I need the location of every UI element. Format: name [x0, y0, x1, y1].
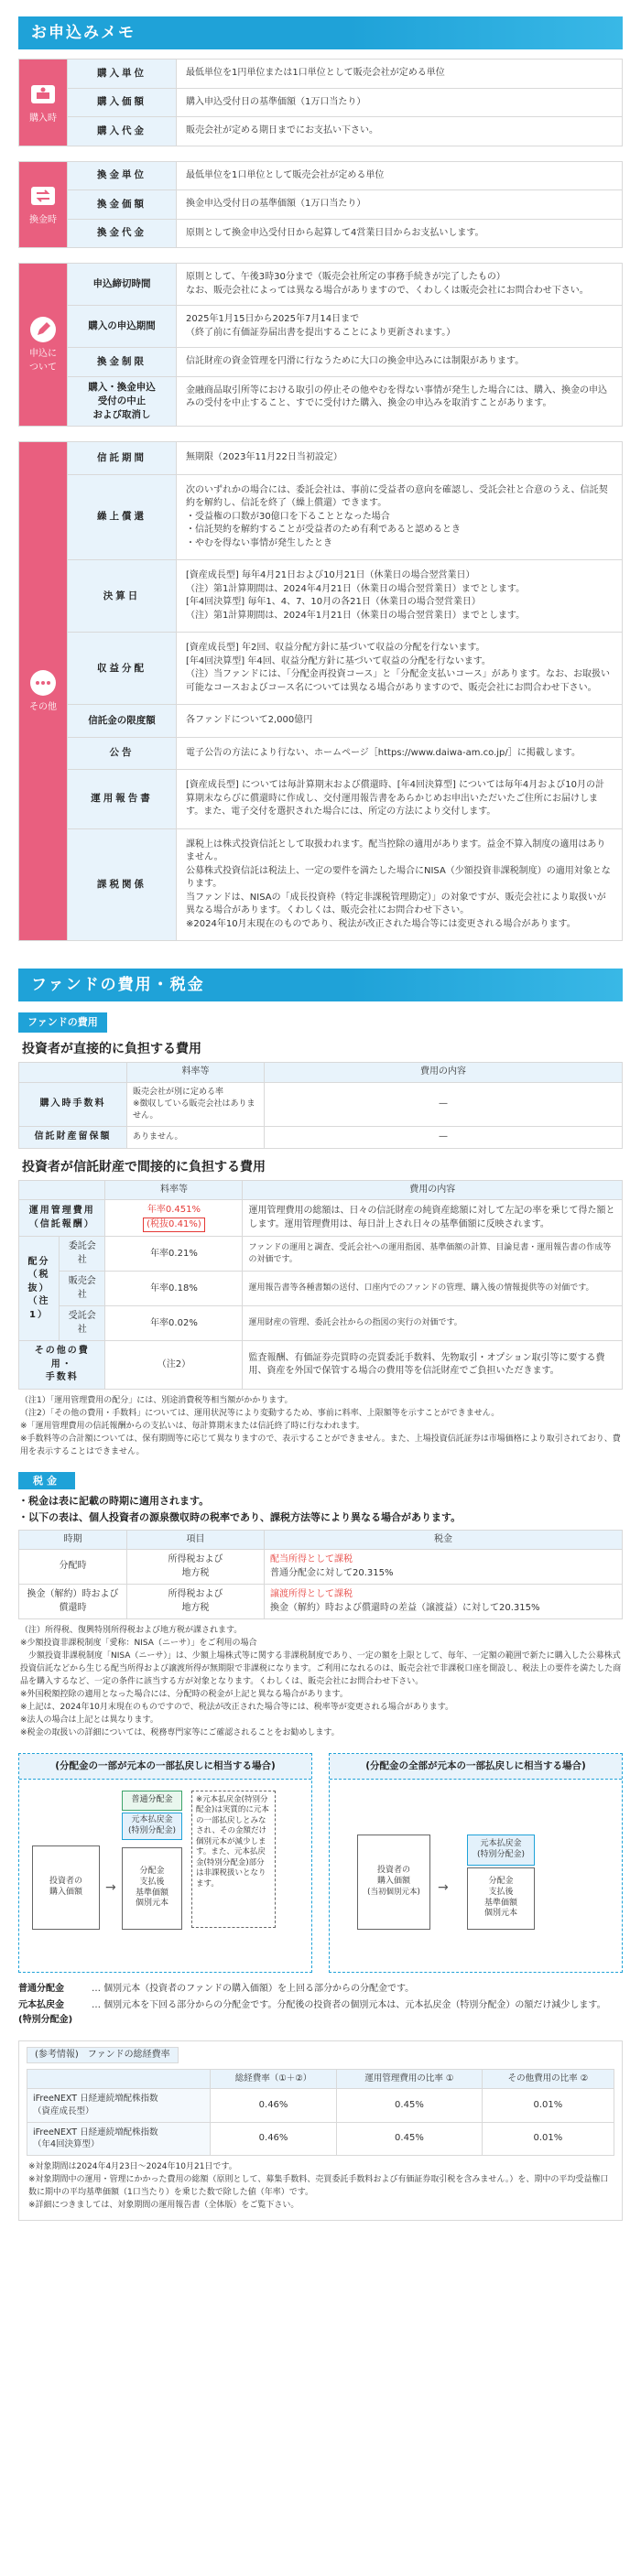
diagram-right-refund-dist: 元本払戻金 (特別分配金)	[467, 1835, 535, 1866]
direct-row	[19, 1082, 623, 1126]
memo-side-label-other: その他	[29, 701, 57, 712]
memo-row	[68, 704, 622, 737]
memo-row	[68, 632, 622, 704]
tax-row	[19, 1550, 623, 1585]
split-row	[19, 1306, 623, 1341]
split-label: 配分 （税抜） （注1）	[19, 1237, 60, 1341]
def-normal-text: … 個別元本（投資者のファンドの購入価額）を上回る部分からの分配金です。	[92, 1983, 415, 1994]
memo-rows-sell	[67, 162, 622, 248]
memo-title-bar	[18, 16, 623, 49]
ref-header-2: 運用管理費用の比率 ①	[337, 2070, 483, 2089]
memo-row-label: 決算日	[68, 560, 176, 632]
memo-row	[68, 347, 622, 376]
memo-row-value: 信託財産の資金管理を円滑に行なうために大口の換金申込みには制限があります。	[176, 348, 622, 376]
memo-side-label-sell: 換金時	[29, 215, 57, 225]
tax-tab: 税金	[18, 1472, 75, 1490]
diagram-left	[18, 1753, 312, 1973]
memo-side-label-apply: 申込に ついて	[29, 349, 57, 373]
diagram-right-base: 基準価額	[483, 1898, 517, 1908]
direct-header-rate: 料率等	[127, 1063, 265, 1083]
def-refund-term: 元本払戻金 (特別分配金)	[18, 1999, 73, 2025]
diagram-right	[329, 1753, 623, 1973]
tax-row	[19, 1585, 623, 1619]
split-rate: 年率0.18%	[105, 1272, 243, 1306]
memo-row	[68, 88, 622, 117]
other-fee-content: 監査報酬、有価証券売買時の売買委託手数料、先物取引・オプション取引等に要する費用、資産を外国で保管する場合の費用等を信託財産でご負担いただきます。	[243, 1341, 623, 1390]
memo-row-label: 換金制限	[68, 348, 176, 376]
memo-rows-other	[67, 442, 622, 940]
diagram-left-refund-dist: 元本払戻金 (特別分配金)	[122, 1813, 182, 1840]
fees-tab: ファンドの費用	[18, 1012, 107, 1033]
memo-row-value: 次のいずれかの場合には、委託会社は、事前に受益者の意向を確認し、受託会社と合意のうえ、信託契約を解約し、信託を終了（繰上償還）できます。 ・受益権の口数が30億口を下ることとなった場合 ・信託契約を解約することが受益者のため有利であると認めるとき ・やむを得ない事情が発生したとき	[176, 475, 622, 560]
memo-row	[68, 474, 622, 560]
distribution-diagram	[18, 1753, 623, 1973]
memo-row-value: 原則として換金申込受付日から起算して4営業日目からお支払いします。	[176, 220, 622, 248]
memo-row-label: 課税関係	[68, 829, 176, 941]
split-content: 運用財産の管理、委託会社からの指図の実行の対価です。	[243, 1306, 623, 1341]
ref-row	[27, 2122, 614, 2156]
memo-block-sell	[18, 161, 623, 249]
def-normal-term: 普通分配金	[18, 1983, 64, 1994]
direct-row-content: —	[265, 1082, 623, 1126]
memo-row	[68, 162, 622, 190]
ref-mgmt: 0.45%	[337, 2122, 483, 2156]
memo-row-label: 信託金の限度額	[68, 705, 176, 737]
diagram-left-after: 分配金 支払後	[139, 1867, 165, 1888]
split-row	[19, 1272, 623, 1306]
memo-row-label: 購入・換金申込 受付の中止 および取消し	[68, 377, 176, 427]
split-who: 販売会社	[60, 1272, 105, 1306]
direct-row	[19, 1127, 623, 1149]
indirect-header-content: 費用の内容	[243, 1180, 623, 1200]
ref-header-0	[27, 2070, 211, 2089]
diagram-left-callout: ※元本払戻金(特別分配金)は実質的に元本の一部払戻しとみなされ、その金額だけ個別元本が減少します。また、元本払戻金(特別分配金)部分は非課税扱いとなります。	[191, 1791, 276, 1928]
memo-block-apply	[18, 263, 623, 427]
fee-notes: （注1）「運用管理費用の配分」には、別途消費税等相当額がかかります。 （注2）「その他の費用・手数料」については、運用状況等により変動するため、事前に料率、上限額等を示すことができません。 ※「運用管理費用の信託報酬からの支払いは、毎計算期末または信託終了時に行なわれます。 ※手数料等の合計額については、保有期間等に応じて異なりますので、表示することができません。また、上場投資信託証券は市場価格により取引されており、費用を表示することはできません。	[20, 1395, 621, 1456]
tax-rate: 普通分配金に対して20.315%	[270, 1567, 394, 1578]
memo-row	[68, 219, 622, 248]
tax-header-tax: 税金	[265, 1530, 623, 1550]
ref-total: 0.46%	[211, 2089, 337, 2123]
tax-header-when: 時期	[19, 1530, 127, 1550]
memo-row-value: 原則として、午後3時30分まで（販売会社所定の事務手続きが完了したもの） なお、販売会社によっては異なる場合がありますので、くわしくは販売会社にお問合わせ下さい。	[176, 264, 622, 305]
memo-rows-buy	[67, 60, 622, 146]
memo-row	[68, 442, 622, 474]
memo-row-label: 繰上償還	[68, 475, 176, 560]
diagram-left-arrow: →	[105, 1879, 116, 1895]
other-fee-rate: （注2）	[105, 1341, 243, 1390]
diagram-right-investor-price: 投資者の 購入価額	[376, 1866, 410, 1887]
memo-row-label: 換金単位	[68, 162, 176, 190]
memo-row	[68, 376, 622, 427]
split-who: 受託会社	[60, 1306, 105, 1341]
memo-row-label: 信託期間	[68, 442, 176, 474]
mgmt-fee-rate-net: (税抜0.41%)	[143, 1218, 205, 1233]
ref-header-1: 総経費率（①＋②）	[211, 2070, 337, 2089]
memo-row-label: 申込締切時間	[68, 264, 176, 305]
ref-other: 0.01%	[482, 2122, 614, 2156]
memo-row-value: 最低単位を1円単位または1口単位として販売会社が定める単位	[176, 60, 622, 88]
tax-table	[18, 1530, 623, 1620]
direct-row-label: 購入時手数料	[19, 1082, 127, 1126]
diagram-left-base: 基準価額	[135, 1888, 168, 1898]
memo-side-sell	[19, 162, 67, 248]
memo-row-label: 収益分配	[68, 633, 176, 704]
ref-tag: (参考情報) ファンドの総経費率	[27, 2047, 179, 2064]
ref-fund-name: iFreeNEXT 日経連続増配株指数 （資産成長型）	[27, 2089, 211, 2123]
ref-mgmt: 0.45%	[337, 2089, 483, 2123]
memo-row-value: 金融商品取引所等における取引の停止その他やむを得ない事情が発生した場合には、購入、換金の申込みの受付を中止すること、すでに受付けた購入、換金の申込みを取消すことがあります。	[176, 377, 622, 427]
direct-row-label: 信託財産留保額	[19, 1127, 127, 1149]
fees-title-bar	[18, 969, 623, 1001]
memo-row	[68, 305, 622, 347]
memo-row	[68, 737, 622, 770]
memo-blocks	[18, 59, 623, 941]
tax-header-item: 項目	[127, 1530, 265, 1550]
memo-row-value: 購入申込受付日の基準価額（1万口当たり）	[176, 89, 622, 117]
memo-side-apply	[19, 264, 67, 426]
tax-type: 譲渡所得として課税	[270, 1589, 353, 1600]
mgmt-fee-label: 運用管理費用 （信託報酬）	[19, 1200, 105, 1237]
mgmt-fee-rate: 年率0.451%	[147, 1205, 201, 1216]
tax-notes: （注）所得税、復興特別所得税および地方税が課されます。 ※少額投資非課税制度「愛称：NISA（ニーサ）」をご利用の場合 少額投資非課税制度「NISA（ニーサ）」は、少額上場株式等に関する非課税制度であり、一定の額を上限として、毎年、一定額の範囲で新たに購入した公募株式投資信託などから生じる配当所得および譲渡所得が無期限で非課税になります。ご利用になれるのは、販売会社で非課税口座を開設し、税法上の要件を満たした商品を購入するなど、一定の条件に該当する方が対象となります。くわしくは、販売会社にお問合わせ下さい。 ※外国税額控除の適用となった場合には、分配時の税金が上記と異なる場合があります。 ※上記は、2024年10月末現在のものですので、税法が改正された場合等には、税率等が変更される場合があります。 ※法人の場合は上記とは異なります。 ※税金の取扱いの詳細については、税務専門家等にご確認されることをお勧めします。	[20, 1626, 622, 1737]
memo-row-value: 2025年1月15日から2025年7月14日まで （終了前に有価証券届出書を提出することにより更新されます。）	[176, 306, 622, 347]
split-who: 委託会社	[60, 1237, 105, 1272]
memo-row	[68, 264, 622, 305]
tax-bullets: ・税金は表に記載の時期に適用されます。 ・以下の表は、個人投資者の源泉徴収時の税率であり、課税方法等により異なる場合があります。	[18, 1495, 462, 1524]
split-content: 運用報告書等各種書類の送付、口座内でのファンドの管理、購入後の情報提供等の対価です。	[243, 1272, 623, 1306]
memo-row	[68, 116, 622, 146]
ref-total: 0.46%	[211, 2122, 337, 2156]
split-row	[19, 1237, 623, 1272]
memo-block-buy	[18, 59, 623, 146]
memo-title: お申込みメモ	[31, 23, 136, 42]
memo-row-value: 電子公告の方法により行ない、ホームページ［https://www.daiwa-am.co.jp/］に掲載します。	[176, 738, 622, 770]
diagram-right-arrow: →	[438, 1879, 449, 1895]
memo-row	[68, 769, 622, 828]
diagram-right-title: (分配金の全部が元本の一部払戻しに相当する場合)	[330, 1754, 622, 1780]
memo-row-label: 購入単位	[68, 60, 176, 88]
pen-icon	[28, 315, 58, 344]
diagram-right-after: 分配金 支払後	[488, 1877, 514, 1898]
memo-row	[68, 559, 622, 632]
ref-notes: ※対象期間は2024年4月23日〜2024年10月21日です。 ※対象期間中の運用・管理にかかった費用の総額（原則として、募集手数料、売買委託手数料および有価証券取引税を含みません。）を、期中の平均受益権口数に期中の平均基準価額（1口当たり）を乗じた数で除した値（年率）です。 ※詳細につきましては、対象期間の運用報告書（全体版）をご覧下さい。	[28, 2162, 609, 2210]
direct-row-rate: 販売会社が別に定める率 ※徴収している販売会社はありません。	[127, 1082, 265, 1126]
memo-row-value: 無期限（2023年11月22日当初設定）	[176, 442, 622, 474]
memo-row-value: 各ファンドについて2,000億円	[176, 705, 622, 737]
memo-row-value: [資産成長型] については毎計算期末および償還時、[年4回決算型] については毎年4月および10月の計算期末ならびに償還時に作成し、交付運用報告書をあらかじめお申出いただいたご住所にお届けします。また、電子交付を選択された場合には、所定の方法により交付します。	[176, 770, 622, 828]
direct-header-content: 費用の内容	[265, 1063, 623, 1083]
ref-header-3: その他費用の比率 ②	[482, 2070, 614, 2089]
diagram-left-normal-dist: 普通分配金	[122, 1791, 182, 1811]
memo-block-other	[18, 441, 623, 941]
fees-title: ファンドの費用・税金	[31, 975, 205, 994]
def-refund-text: … 個別元本を下回る部分からの分配金です。分配後の投資者の個別元本は、元本払戻金（特別分配金）の額だけ減少します。	[92, 1999, 606, 2010]
tax-when: 分配時	[19, 1550, 127, 1585]
indirect-header-rate: 料率等	[105, 1180, 243, 1200]
split-rate: 年率0.02%	[105, 1306, 243, 1341]
diagram-right-indiv: 個別元本	[483, 1909, 517, 1919]
tax-type: 配当所得として課税	[270, 1554, 353, 1565]
tax-detail	[265, 1585, 623, 1619]
diagram-left-indiv: 個別元本	[135, 1899, 168, 1909]
memo-row-label: 換金価額	[68, 190, 176, 219]
direct-cost-table	[18, 1062, 623, 1148]
tax-detail	[265, 1550, 623, 1585]
indirect-cost-title: 投資者が信託財産で間接的に負担する費用	[22, 1159, 266, 1174]
memo-row-value: [資産成長型] 年2回、収益分配方針に基づいて収益の分配を行ないます。 [年4回決算型] 年4回、収益分配方針に基づいて収益の分配を行ないます。 （注）当ファンドには、「分配金再投資コース」と「分配金支払いコース」があります。なお、お取扱い可能なコースおよびコース名については異なる場合がありますので、販売会社にお問合わせ下さい。	[176, 633, 622, 704]
indirect-cost-table	[18, 1180, 623, 1390]
mgmt-fee-content: 運用管理費用の総額は、日々の信託財産の純資産総額に対して左記の率を乗じて得た額とします。運用管理費用は、毎日計上され日々の基準価額に反映されます。	[243, 1200, 623, 1237]
split-rate: 年率0.21%	[105, 1237, 243, 1272]
ref-other: 0.01%	[482, 2089, 614, 2123]
ref-fund-name: iFreeNEXT 日経連続増配株指数 （年4回決算型）	[27, 2122, 211, 2156]
memo-row-value: [資産成長型] 毎年4月21日および10月21日（休業日の場合翌営業日） （注）第1計算期間は、2024年4月21日（休業日の場合翌営業日）までとします。 [年4回決算型] 毎年1、4、7、10月の各21日（休業日の場合翌営業日） （注）第1計算期間は、2024年1月21日（休業日の場合翌営業日）までとします。	[176, 560, 622, 632]
memo-row-value: 最低単位を1口単位として販売会社が定める単位	[176, 162, 622, 190]
memo-row	[68, 60, 622, 88]
memo-side-buy	[19, 60, 67, 146]
diagram-left-investor-price: 投資者の 購入価額	[32, 1845, 100, 1930]
memo-side-other	[19, 442, 67, 940]
memo-row-label: 公告	[68, 738, 176, 770]
memo-side-label-buy: 購入時	[29, 113, 57, 124]
indirect-header-blank	[19, 1180, 105, 1200]
tax-when: 換金（解約）時および 償還時	[19, 1585, 127, 1619]
memo-row-label: 購入価額	[68, 89, 176, 117]
direct-row-content: —	[265, 1127, 623, 1149]
distribution-definitions	[18, 1982, 623, 2028]
ref-table	[27, 2069, 614, 2156]
exchange-icon	[28, 181, 58, 211]
memo-row-value: 換金申込受付日の基準価額（1万口当たり）	[176, 190, 622, 219]
info-icon	[28, 668, 58, 698]
diagram-right-investor-sub: (当初個別元本)	[367, 1887, 420, 1897]
direct-header-blank	[19, 1063, 127, 1083]
memo-row-value: 販売会社が定める期日までにお支払い下さい。	[176, 117, 622, 146]
diagram-left-title: (分配金の一部が元本の一部払戻しに相当する場合)	[19, 1754, 311, 1780]
ref-row	[27, 2089, 614, 2123]
memo-rows-apply	[67, 264, 622, 426]
ref-expense-ratio	[18, 2040, 623, 2221]
direct-cost-title: 投資者が直接的に負担する費用	[22, 1042, 201, 1057]
memo-row	[68, 828, 622, 941]
memo-row-label: 運用報告書	[68, 770, 176, 828]
tax-rate: 換金（解約）時および償還時の差益（譲渡益）に対して20.315%	[270, 1602, 540, 1613]
memo-row-label: 換金代金	[68, 220, 176, 248]
memo-row-label: 購入の申込期間	[68, 306, 176, 347]
other-fee-label: その他の費用・ 手数料	[19, 1341, 105, 1390]
direct-row-rate: ありません。	[127, 1127, 265, 1149]
tax-item: 所得税および 地方税	[127, 1585, 265, 1619]
memo-row-value: 課税上は株式投資信託として取扱われます。配当控除の適用があります。益金不算入制度の適用はありません。 公募株式投資信託は税法上、一定の要件を満たした場合にNISA（少額投資非課税制度）の適用対象となります。 当ファンドは、NISAの「成長投資枠（特定非課税管理勘定）」の対象ですが、販売会社により取扱いが異なる場合があります。くわしくは、販売会社にお問合わせ下さい。 ※2024年10月末現在のものであり、税法が改正された場合等には変更される場合があります。	[176, 829, 622, 941]
tax-item: 所得税および 地方税	[127, 1550, 265, 1585]
memo-row	[68, 189, 622, 219]
cart-icon	[28, 80, 58, 109]
split-content: ファンドの運用と調査、受託会社への運用指図、基準価額の計算、目論見書・運用報告書の作成等の対価です。	[243, 1237, 623, 1272]
memo-row-label: 購入代金	[68, 117, 176, 146]
